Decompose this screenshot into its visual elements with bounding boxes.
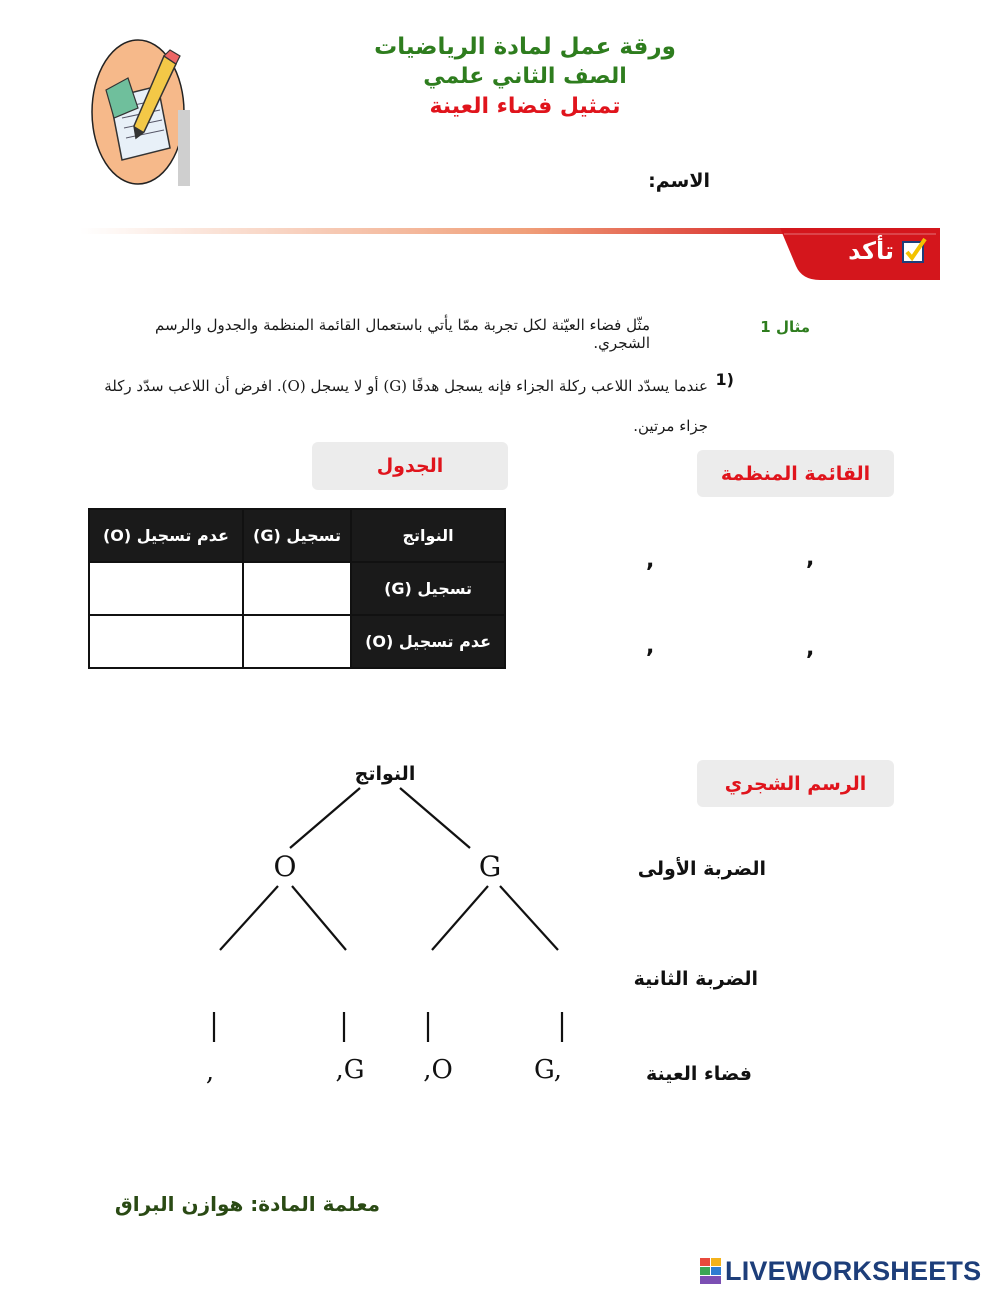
row-header-no-score: عدم تسجيل (O) — [351, 615, 505, 668]
worksheet-logo-icon — [88, 38, 192, 186]
tree-section-title: الرسم الشجري — [697, 760, 894, 807]
tree-branch — [290, 788, 360, 848]
col-header-no-score: عدم تسجيل (O) — [89, 509, 243, 562]
liveworksheets-label: LIVEWORKSHEETS — [725, 1255, 982, 1286]
tree-branch — [432, 886, 488, 950]
tree-node-g: G — [478, 850, 502, 883]
tree-root: النواتج — [354, 763, 416, 785]
tree-level-sample-label: فضاء العينة — [645, 1063, 752, 1085]
tree-branches — [214, 788, 562, 1042]
list-section-title: القائمة المنظمة — [697, 450, 894, 497]
table-row — [89, 615, 505, 668]
tree-diagram — [160, 750, 630, 1100]
example-instruction: مثّل فضاء العيّنة لكل تجربة ممّا يأتي باستعمال القائمة المنظمة والجدول والرسم الشجري. — [155, 316, 650, 352]
tree-branch — [400, 788, 470, 848]
check-banner — [80, 222, 940, 284]
sample-fragment: ,O — [423, 1055, 453, 1085]
banner-content — [822, 230, 928, 272]
outcomes-table — [88, 508, 506, 669]
table-section-title: الجدول — [312, 442, 508, 490]
teacher-name: معلمة المادة: هوازن البراق — [114, 1192, 380, 1216]
answer-cell[interactable] — [89, 615, 243, 668]
list-comma: , — [806, 546, 815, 571]
banner-label: تأكد — [848, 237, 894, 265]
grade-title: الصف الثاني علمي — [423, 64, 627, 89]
tree-branch — [500, 886, 558, 950]
answer-cell[interactable] — [243, 615, 351, 668]
list-comma: , — [646, 634, 655, 659]
title-block — [340, 32, 710, 122]
tree-node-o: O — [273, 850, 297, 883]
liveworksheets-logo-icon — [700, 1258, 722, 1284]
tree-branch — [220, 886, 278, 950]
row-header-score: تسجيل (G) — [351, 562, 505, 615]
sample-fragment: G, — [533, 1055, 563, 1085]
sample-fragment: ,G — [335, 1055, 365, 1085]
question-text: عندما يسدّد اللاعب ركلة الجزاء فإنه يسجل هدفًا (G) أو لا يسجل (O). افرض أن اللاعب سدّد ركلة جزاء مرتين. — [104, 377, 708, 435]
answer-cell[interactable] — [243, 562, 351, 615]
liveworksheets-brand[interactable] — [700, 1254, 1000, 1288]
list-comma: , — [646, 548, 655, 573]
worksheet-title: ورقة عمل لمادة الرياضيات — [374, 34, 676, 60]
checkbox-icon — [900, 237, 928, 265]
sample-fragment: , — [205, 1057, 215, 1087]
name-label: الاسم: — [648, 170, 710, 192]
tree-branch — [292, 886, 346, 950]
tree-level-second-label: الضربة الثانية — [633, 968, 758, 990]
example-label: مثال 1 — [760, 318, 810, 336]
list-comma: , — [806, 636, 815, 661]
corner-header: النواتج — [351, 509, 505, 562]
col-header-score: تسجيل (G) — [243, 509, 351, 562]
question-number: 1) — [715, 370, 734, 389]
table-row — [89, 562, 505, 615]
answer-cell[interactable] — [89, 562, 243, 615]
table-row — [89, 509, 505, 562]
lesson-title: تمثيل فضاء العينة — [429, 94, 621, 119]
tree-level-first-label: الضربة الأولى — [637, 858, 766, 880]
